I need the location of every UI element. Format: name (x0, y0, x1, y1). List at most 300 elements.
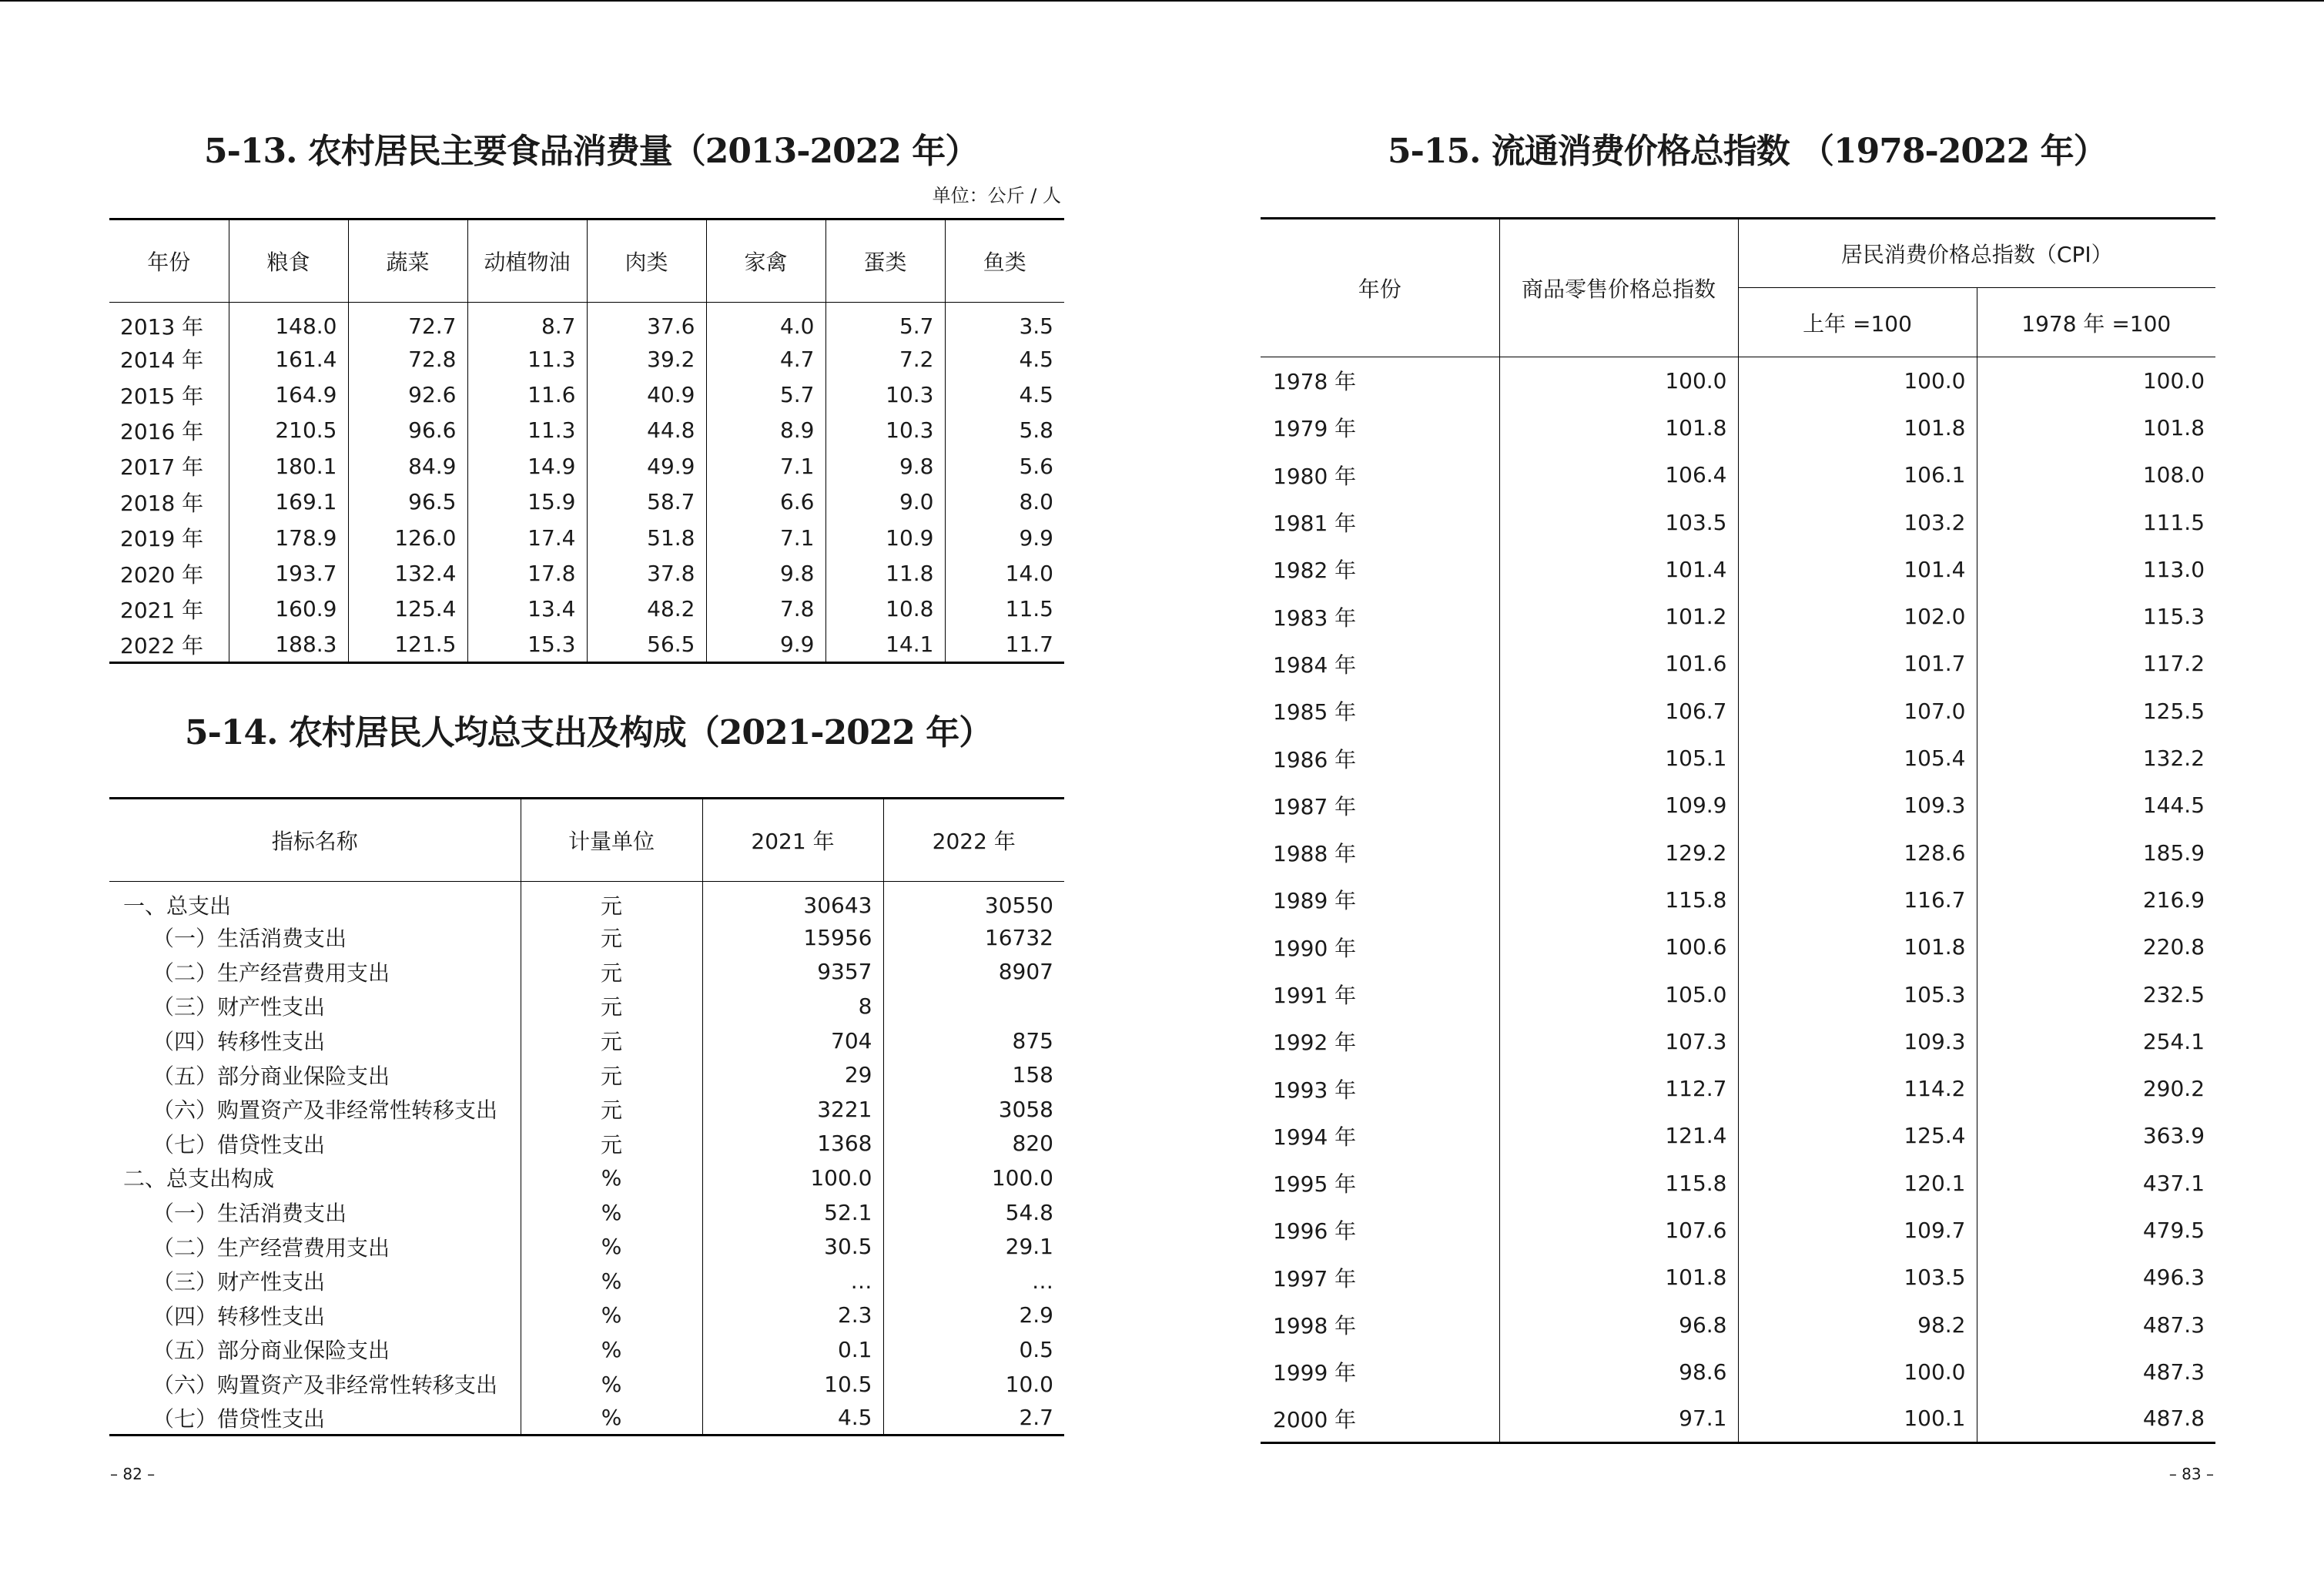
unit-cell: 元 (521, 1127, 702, 1161)
table-row (1261, 640, 2215, 687)
table-cell: 10.9 (825, 520, 945, 555)
table-cell: 11.3 (467, 341, 587, 377)
table-cell: 10.5 (702, 1367, 883, 1402)
table-cell: 164.9 (229, 377, 348, 412)
table-cell: 180.1 (229, 448, 348, 484)
table-cell: 254.1 (2142, 1028, 2205, 1054)
table-cell: 101.4 (1499, 546, 1738, 593)
row-year: 2013 年 (109, 303, 229, 342)
table-5-13-title: 5-13. 农村居民主要食品消费量（2013-2022 年） (204, 132, 979, 171)
table-cell: 16732 (984, 924, 1053, 950)
table-cell: 98.2 (1738, 1301, 1977, 1348)
table-cell: 51.8 (587, 520, 706, 555)
row-year: 2015 年 (109, 377, 229, 412)
table-row (109, 882, 1064, 921)
table-cell: 5.7 (825, 303, 945, 342)
table-cell: 107.3 (1499, 1018, 1738, 1065)
table-cell: 875 (1012, 1027, 1053, 1054)
table-cell: 37.6 (587, 303, 706, 342)
table-cell: 232.5 (2142, 981, 2205, 1007)
table-cell: 101.8 (1738, 923, 1977, 970)
row-year: 2021 年 (109, 591, 229, 627)
unit-cell: 元 (521, 1057, 702, 1092)
row-year: 2019 年 (109, 520, 229, 555)
col-header-prev-year-100: 上年 =100 (1738, 288, 1977, 357)
table-cell: 116.7 (1738, 876, 1977, 923)
table-cell: 9.8 (706, 555, 825, 591)
table-cell: 17.4 (467, 520, 587, 555)
row-year: 2016 年 (109, 413, 229, 448)
indicator-name: （三）财产性支出 (109, 1264, 521, 1298)
table-row (1261, 1065, 2215, 1112)
col-header: 鱼类 (945, 219, 1064, 303)
table-5-15-title: 5-15. 流通消费价格总指数 （1978-2022 年） (1388, 132, 2107, 171)
table-cell: 2.9 (1019, 1302, 1053, 1328)
table-cell: 496.3 (2142, 1265, 2205, 1291)
table-cell: 2.7 (1019, 1405, 1053, 1431)
table-5-13-body (109, 303, 1064, 663)
table-cell: 188.3 (229, 627, 348, 662)
table-cell: 9.0 (825, 484, 945, 520)
table-cell: 115.3 (2142, 604, 2205, 630)
table-cell: 132.2 (2142, 745, 2205, 772)
table-cell: 30550 (984, 892, 1053, 918)
table-cell: 10.0 (1005, 1371, 1053, 1397)
table-cell: 30643 (702, 882, 883, 921)
table-5-15-body (1261, 357, 2215, 1443)
table-cell: 101.6 (1499, 640, 1738, 687)
table-cell: 102.0 (1738, 593, 1977, 640)
table-cell: 84.9 (348, 448, 467, 484)
table-cell: 100.0 (702, 1161, 883, 1195)
table-row (109, 1332, 1064, 1367)
table-row (109, 377, 1064, 412)
table-row (1261, 1254, 2215, 1301)
col-header: 肉类 (587, 219, 706, 303)
table-cell: 114.2 (1738, 1065, 1977, 1112)
col-header: 2021 年 (702, 799, 883, 882)
table-cell: 109.9 (1499, 782, 1738, 829)
table-cell: 17.8 (467, 555, 587, 591)
unit-cell: % (521, 1161, 702, 1195)
unit-cell: % (521, 1332, 702, 1367)
table-row (1261, 1207, 2215, 1254)
indicator-name: （三）财产性支出 (109, 989, 521, 1023)
table-cell: 161.4 (229, 341, 348, 377)
table-cell: 29.1 (1005, 1234, 1053, 1260)
table-row (1261, 1348, 2215, 1395)
indicator-name: 二、总支出构成 (109, 1161, 521, 1195)
table-cell (883, 989, 1064, 1023)
row-year: 1998 年 (1261, 1301, 1499, 1348)
table-cell: 125.5 (2142, 698, 2205, 724)
table-cell: 4.5 (1019, 382, 1053, 408)
table-cell: 100.6 (1499, 923, 1738, 970)
table-cell: 3221 (702, 1092, 883, 1127)
row-year: 2020 年 (109, 555, 229, 591)
table-row (1261, 451, 2215, 498)
table-cell: 15.3 (467, 627, 587, 662)
row-year: 2017 年 (109, 448, 229, 484)
table-row (1261, 498, 2215, 545)
table-row (109, 989, 1064, 1023)
row-year: 2022 年 (109, 627, 229, 662)
row-year: 1983 年 (1261, 593, 1499, 640)
table-cell: 37.8 (587, 555, 706, 591)
table-cell: 3.5 (1019, 313, 1053, 339)
row-year: 1991 年 (1261, 970, 1499, 1017)
table-cell: 103.2 (1738, 498, 1977, 545)
table-cell: 14.1 (825, 627, 945, 662)
table-row (109, 920, 1064, 955)
table-cell: 3058 (998, 1096, 1053, 1122)
table-cell: 48.2 (587, 591, 706, 627)
table-cell: 8.9 (706, 413, 825, 448)
indicator-name: （六）购置资产及非经常性转移支出 (109, 1367, 521, 1402)
table-cell: 15956 (702, 920, 883, 955)
table-row (1261, 1301, 2215, 1348)
table-cell: 0.5 (1019, 1336, 1053, 1362)
indicator-name: （七）借贷性支出 (109, 1401, 521, 1436)
table-cell: 9357 (702, 955, 883, 990)
table-cell: 5.7 (706, 377, 825, 412)
table-row (109, 1229, 1064, 1264)
table-cell: 30.5 (702, 1229, 883, 1264)
table-5-15-header-row-1 (1261, 219, 2215, 288)
table-row (109, 591, 1064, 627)
table-cell: 126.0 (348, 520, 467, 555)
table-cell: 13.4 (467, 591, 587, 627)
table-cell: 363.9 (2142, 1123, 2205, 1149)
table-cell: 14.0 (1005, 561, 1053, 587)
table-cell: 100.0 (1499, 357, 1738, 404)
table-cell: 10.3 (825, 377, 945, 412)
table-cell: 58.7 (587, 484, 706, 520)
table-cell: 437.1 (2142, 1170, 2205, 1196)
table-cell: 9.8 (825, 448, 945, 484)
table-cell: 100.0 (2142, 367, 2205, 394)
table-cell: 101.8 (1499, 404, 1738, 451)
table-cell: 103.5 (1738, 1254, 1977, 1301)
table-cell: 178.9 (229, 520, 348, 555)
table-cell: 5.6 (1019, 453, 1053, 479)
row-year: 1999 年 (1261, 1348, 1499, 1395)
row-year: 1981 年 (1261, 498, 1499, 545)
table-cell: 160.9 (229, 591, 348, 627)
table-cell: 115.8 (1499, 1160, 1738, 1207)
table-cell: 185.9 (2142, 839, 2205, 866)
table-cell: 125.4 (348, 591, 467, 627)
table-cell: 820 (1012, 1131, 1053, 1157)
indicator-name: （五）部分商业保险支出 (109, 1057, 521, 1092)
col-header: 家禽 (706, 219, 825, 303)
table-cell: 15.9 (467, 484, 587, 520)
row-year: 1989 年 (1261, 876, 1499, 923)
table-cell: 112.7 (1499, 1065, 1738, 1112)
table-cell: 106.4 (1499, 451, 1738, 498)
table-5-15 (1261, 217, 2215, 1444)
table-cell: 105.4 (1738, 735, 1977, 782)
indicator-name: 一、总支出 (109, 882, 521, 921)
unit-cell: 元 (521, 920, 702, 955)
table-cell: 4.7 (706, 341, 825, 377)
table-cell: 96.8 (1499, 1301, 1738, 1348)
table-cell: 10.8 (825, 591, 945, 627)
table-cell: 96.6 (348, 413, 467, 448)
table-cell: 8.7 (467, 303, 587, 342)
table-row (109, 1023, 1064, 1058)
table-row (1261, 1112, 2215, 1159)
table-cell: 128.6 (1738, 829, 1977, 876)
table-cell: 52.1 (702, 1195, 883, 1230)
table-cell: 7.1 (706, 520, 825, 555)
row-year: 1980 年 (1261, 451, 1499, 498)
table-cell: 7.1 (706, 448, 825, 484)
table-row (1261, 735, 2215, 782)
table-row (109, 955, 1064, 990)
table-cell: 100.1 (1738, 1395, 1977, 1442)
table-cell: 121.5 (348, 627, 467, 662)
table-cell: 11.6 (467, 377, 587, 412)
col-header: 蛋类 (825, 219, 945, 303)
unit-cell: % (521, 1401, 702, 1436)
table-row (109, 1127, 1064, 1161)
row-year: 1986 年 (1261, 735, 1499, 782)
table-cell: 105.1 (1499, 735, 1738, 782)
unit-cell: % (521, 1264, 702, 1298)
unit-cell: % (521, 1367, 702, 1402)
table-cell: 109.7 (1738, 1207, 1977, 1254)
table-cell: 9.9 (706, 627, 825, 662)
table-cell: 106.1 (1738, 451, 1977, 498)
table-cell: 8.0 (1019, 489, 1053, 515)
table-row (1261, 593, 2215, 640)
table-cell: 11.7 (1005, 632, 1053, 658)
table-cell: 4.5 (1019, 346, 1053, 372)
table-cell: 108.0 (2142, 462, 2205, 488)
table-row (109, 555, 1064, 591)
table-cell: 7.8 (706, 591, 825, 627)
table-cell: 11.5 (1005, 596, 1053, 622)
row-year: 1987 年 (1261, 782, 1499, 829)
table-cell: 49.9 (587, 448, 706, 484)
table-cell: 121.4 (1499, 1112, 1738, 1159)
row-year: 1985 年 (1261, 688, 1499, 735)
table-5-14-header-row (109, 799, 1064, 882)
row-year: 2014 年 (109, 341, 229, 377)
table-cell: 101.4 (1738, 546, 1977, 593)
table-cell: 101.7 (1738, 640, 1977, 687)
table-row (109, 1195, 1064, 1230)
row-year: 1982 年 (1261, 546, 1499, 593)
table-cell: 5.8 (1019, 417, 1053, 444)
table-5-14 (109, 797, 1064, 1436)
col-header-cpi: 居民消费价格总指数（CPI） (1738, 219, 2215, 288)
row-year: 1990 年 (1261, 923, 1499, 970)
right-page (1162, 0, 2324, 1588)
table-cell: 479.5 (2142, 1217, 2205, 1243)
table-cell: 100.0 (1738, 1348, 1977, 1395)
row-year: 1995 年 (1261, 1160, 1499, 1207)
table-row (109, 1161, 1064, 1195)
col-header: 指标名称 (109, 799, 521, 882)
indicator-name: （四）转移性支出 (109, 1298, 521, 1333)
col-header: 计量单位 (521, 799, 702, 882)
row-year: 1997 年 (1261, 1254, 1499, 1301)
table-cell: 54.8 (1005, 1199, 1053, 1225)
table-cell: 0.1 (702, 1332, 883, 1367)
table-cell: 144.5 (2142, 792, 2205, 819)
table-cell: 92.6 (348, 377, 467, 412)
table-cell: 72.8 (348, 341, 467, 377)
unit-cell: 元 (521, 1092, 702, 1127)
table-cell: 29 (702, 1057, 883, 1092)
col-header: 年份 (109, 219, 229, 303)
table-cell: 2.3 (702, 1298, 883, 1333)
indicator-name: （六）购置资产及非经常性转移支出 (109, 1092, 521, 1127)
table-cell: 290.2 (2142, 1076, 2205, 1102)
table-5-13 (109, 218, 1064, 664)
table-row (109, 1264, 1064, 1298)
indicator-name: （七）借贷性支出 (109, 1127, 521, 1161)
unit-cell: 元 (521, 989, 702, 1023)
table-row (109, 1092, 1064, 1127)
table-row (1261, 688, 2215, 735)
unit-cell: 元 (521, 882, 702, 921)
table-cell: 704 (702, 1023, 883, 1058)
table-row (109, 413, 1064, 448)
col-header: 蔬菜 (348, 219, 467, 303)
table-cell: 220.8 (2142, 934, 2205, 960)
indicator-name: （二）生产经营费用支出 (109, 1229, 521, 1264)
table-cell: 107.6 (1499, 1207, 1738, 1254)
table-cell: 113.0 (2142, 556, 2205, 582)
indicator-name: （五）部分商业保险支出 (109, 1332, 521, 1367)
row-year: 1994 年 (1261, 1112, 1499, 1159)
table-row (109, 520, 1064, 555)
unit-cell: % (521, 1195, 702, 1230)
table-cell: 101.8 (1738, 404, 1977, 451)
table-cell: 1368 (702, 1127, 883, 1161)
table-5-14-title: 5-14. 农村居民人均总支出及构成（2021-2022 年） (185, 713, 993, 752)
table-cell: 11.3 (467, 413, 587, 448)
row-year: 1992 年 (1261, 1018, 1499, 1065)
table-cell: 487.8 (2142, 1405, 2205, 1432)
col-header-1978-100: 1978 年 =100 (1977, 288, 2215, 357)
table-row (109, 303, 1064, 342)
table-row (1261, 404, 2215, 451)
table-row (1261, 1018, 2215, 1065)
table-cell: 8 (702, 989, 883, 1023)
table-cell: 120.1 (1738, 1160, 1977, 1207)
table-cell: 148.0 (229, 303, 348, 342)
table-row (1261, 1395, 2215, 1442)
col-header: 动植物油 (467, 219, 587, 303)
row-year: 1996 年 (1261, 1207, 1499, 1254)
table-cell: 109.3 (1738, 782, 1977, 829)
table-cell: 132.4 (348, 555, 467, 591)
table-cell: 4.0 (706, 303, 825, 342)
table-row (1261, 923, 2215, 970)
table-row (109, 484, 1064, 520)
table-cell: 9.9 (1019, 524, 1053, 551)
table-row (109, 1298, 1064, 1333)
table-5-13-header-row (109, 219, 1064, 303)
table-cell: 129.2 (1499, 829, 1738, 876)
table-row (1261, 357, 2215, 404)
table-cell: 109.3 (1738, 1018, 1977, 1065)
col-header: 粮食 (229, 219, 348, 303)
table-row (109, 1057, 1064, 1092)
page-number-left: – 82 – (110, 1465, 156, 1483)
table-cell: 39.2 (587, 341, 706, 377)
table-cell: 97.1 (1499, 1395, 1738, 1442)
table-cell: 7.2 (825, 341, 945, 377)
unit-cell: % (521, 1229, 702, 1264)
page-number-right: – 83 – (2168, 1465, 2214, 1483)
table-cell: 56.5 (587, 627, 706, 662)
table-row (1261, 546, 2215, 593)
table-5-13-unit: 单位：公斤 / 人 (932, 185, 1061, 206)
table-cell: 117.2 (2142, 651, 2205, 677)
table-row (1261, 782, 2215, 829)
table-cell: … (702, 1264, 883, 1298)
table-cell: 11.8 (825, 555, 945, 591)
table-row (1261, 1160, 2215, 1207)
table-cell: 10.3 (825, 413, 945, 448)
table-row (109, 1401, 1064, 1436)
table-row (1261, 829, 2215, 876)
row-year: 1984 年 (1261, 640, 1499, 687)
table-cell: 100.0 (991, 1164, 1053, 1191)
unit-cell: 元 (521, 1023, 702, 1058)
table-cell: 103.5 (1499, 498, 1738, 545)
col-header-year: 年份 (1261, 219, 1499, 357)
table-cell: 44.8 (587, 413, 706, 448)
table-cell: 158 (1012, 1062, 1053, 1088)
table-cell: 216.9 (2142, 886, 2205, 913)
table-cell: 8907 (998, 959, 1053, 985)
table-row (109, 341, 1064, 377)
col-header-retail-index: 商品零售价格总指数 (1499, 219, 1738, 357)
table-cell: 487.3 (2142, 1312, 2205, 1338)
table-cell: 96.5 (348, 484, 467, 520)
row-year: 1978 年 (1261, 357, 1499, 404)
indicator-name: （二）生产经营费用支出 (109, 955, 521, 990)
table-cell: 101.8 (1499, 1254, 1738, 1301)
table-cell: 125.4 (1738, 1112, 1977, 1159)
table-row (109, 627, 1064, 662)
table-row (1261, 970, 2215, 1017)
table-5-14-body (109, 882, 1064, 1436)
row-year: 2000 年 (1261, 1395, 1499, 1442)
table-cell: 105.3 (1738, 970, 1977, 1017)
table-cell: 111.5 (2142, 509, 2205, 535)
row-year: 1993 年 (1261, 1065, 1499, 1112)
row-year: 1979 年 (1261, 404, 1499, 451)
table-cell: 210.5 (229, 413, 348, 448)
table-cell: 40.9 (587, 377, 706, 412)
table-cell: 72.7 (348, 303, 467, 342)
table-cell: … (1032, 1268, 1053, 1294)
indicator-name: （一）生活消费支出 (109, 1195, 521, 1230)
indicator-name: （一）生活消费支出 (109, 920, 521, 955)
table-cell: 193.7 (229, 555, 348, 591)
unit-cell: 元 (521, 955, 702, 990)
table-cell: 107.0 (1738, 688, 1977, 735)
table-cell: 105.0 (1499, 970, 1738, 1017)
row-year: 1988 年 (1261, 829, 1499, 876)
